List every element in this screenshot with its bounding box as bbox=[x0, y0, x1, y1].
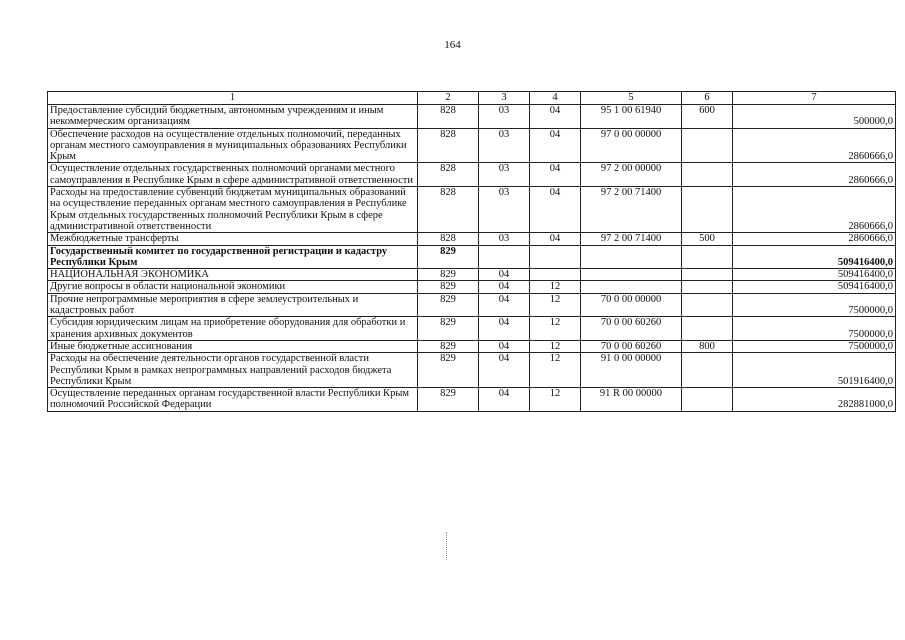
cell-section: 04 bbox=[479, 353, 530, 388]
table-row bbox=[48, 281, 896, 293]
cell-expense-type: 800 bbox=[682, 340, 733, 352]
cell-name: Субсидия юридическим лицам на приобретение оборудования для обработки и хранения архивных документов bbox=[48, 317, 418, 341]
cell-target-article: 95 1 00 61940 bbox=[581, 105, 682, 129]
cell-subsection bbox=[530, 245, 581, 269]
cell-admin-code: 829 bbox=[418, 340, 479, 352]
header-cell: 7 bbox=[733, 92, 896, 105]
cell-section bbox=[479, 245, 530, 269]
cell-admin-code: 829 bbox=[418, 269, 479, 281]
cell-subsection: 12 bbox=[530, 340, 581, 352]
cell-name: Расходы на обеспечение деятельности органов государственной власти Республики Крым в рамках непрограммных направлений расходов бюджета Республики Крым bbox=[48, 353, 418, 388]
cell-amount: 500000,0 bbox=[733, 105, 896, 129]
cell-name: Другие вопросы в области национальной экономики bbox=[48, 281, 418, 293]
budget-table bbox=[47, 91, 896, 412]
cell-subsection: 12 bbox=[530, 388, 581, 412]
cell-section: 04 bbox=[479, 317, 530, 341]
cell-name: Осуществление отдельных государственных полномочий органами местного самоуправления в Республике Крым в сфере административной ответственности bbox=[48, 163, 418, 187]
cell-section: 04 bbox=[479, 281, 530, 293]
cell-admin-code: 829 bbox=[418, 388, 479, 412]
cell-subsection: 04 bbox=[530, 105, 581, 129]
cell-admin-code: 829 bbox=[418, 317, 479, 341]
cell-section: 04 bbox=[479, 269, 530, 281]
cell-expense-type bbox=[682, 388, 733, 412]
cell-amount: 509416400,0 bbox=[733, 281, 896, 293]
page-number: 164 bbox=[444, 39, 461, 51]
cell-target-article bbox=[581, 269, 682, 281]
table-row bbox=[48, 245, 896, 269]
cell-expense-type bbox=[682, 293, 733, 317]
cell-amount: 2860666,0 bbox=[733, 233, 896, 245]
cell-admin-code: 829 bbox=[418, 281, 479, 293]
header-cell: 3 bbox=[479, 92, 530, 105]
cell-target-article bbox=[581, 281, 682, 293]
cell-amount: 282881000,0 bbox=[733, 388, 896, 412]
cell-admin-code: 828 bbox=[418, 128, 479, 163]
table-row bbox=[48, 128, 896, 163]
table-row bbox=[48, 317, 896, 341]
table-row bbox=[48, 163, 896, 187]
cell-section: 03 bbox=[479, 187, 530, 233]
cell-subsection: 04 bbox=[530, 128, 581, 163]
cell-admin-code: 829 bbox=[418, 353, 479, 388]
cell-target-article: 91 0 00 00000 bbox=[581, 353, 682, 388]
cell-target-article: 70 0 00 60260 bbox=[581, 340, 682, 352]
cell-section: 03 bbox=[479, 163, 530, 187]
header-cell: 1 bbox=[48, 92, 418, 105]
cell-expense-type bbox=[682, 163, 733, 187]
cell-section: 03 bbox=[479, 233, 530, 245]
cell-amount: 2860666,0 bbox=[733, 187, 896, 233]
cell-expense-type bbox=[682, 245, 733, 269]
cell-name: Прочие непрограммные мероприятия в сфере землеустроительных и кадастровых работ bbox=[48, 293, 418, 317]
cell-name: НАЦИОНАЛЬНАЯ ЭКОНОМИКА bbox=[48, 269, 418, 281]
cell-subsection bbox=[530, 269, 581, 281]
header-cell: 5 bbox=[581, 92, 682, 105]
cell-expense-type bbox=[682, 281, 733, 293]
cell-target-article: 70 0 00 00000 bbox=[581, 293, 682, 317]
cell-subsection: 12 bbox=[530, 353, 581, 388]
cell-subsection: 04 bbox=[530, 163, 581, 187]
table-row bbox=[48, 187, 896, 233]
cell-admin-code: 829 bbox=[418, 293, 479, 317]
cell-admin-code: 829 bbox=[418, 245, 479, 269]
cell-name: Иные бюджетные ассигнования bbox=[48, 340, 418, 352]
cell-expense-type bbox=[682, 187, 733, 233]
cell-expense-type bbox=[682, 269, 733, 281]
table-row bbox=[48, 105, 896, 129]
cell-target-article: 97 2 00 00000 bbox=[581, 163, 682, 187]
cell-subsection: 12 bbox=[530, 317, 581, 341]
cell-expense-type bbox=[682, 317, 733, 341]
cell-expense-type bbox=[682, 353, 733, 388]
cell-target-article: 91 R 00 00000 bbox=[581, 388, 682, 412]
cell-target-article bbox=[581, 245, 682, 269]
table-row bbox=[48, 353, 896, 388]
cell-admin-code: 828 bbox=[418, 105, 479, 129]
cell-name: Расходы на предоставление субвенций бюджетам муниципальных образований на осуществление переданных органам местного самоуправления в Республике Крым отдельных государственных полномочий Республики Крым в сфере административной ответственности bbox=[48, 187, 418, 233]
header-cell: 4 bbox=[530, 92, 581, 105]
cell-amount: 2860666,0 bbox=[733, 163, 896, 187]
cell-target-article: 70 0 00 60260 bbox=[581, 317, 682, 341]
cell-name: Обеспечение расходов на осуществление отдельных полномочий, переданных органам местного самоуправления в муниципальных образованиях Республики Крым bbox=[48, 128, 418, 163]
table-row bbox=[48, 388, 896, 412]
cell-amount: 7500000,0 bbox=[733, 317, 896, 341]
header-row bbox=[48, 92, 896, 105]
cell-subsection: 12 bbox=[530, 281, 581, 293]
cell-expense-type bbox=[682, 128, 733, 163]
cell-name: Осуществление переданных органам государственной власти Республики Крым полномочий Российской Федерации bbox=[48, 388, 418, 412]
cell-expense-type: 500 bbox=[682, 233, 733, 245]
table-row bbox=[48, 340, 896, 352]
cell-subsection: 04 bbox=[530, 233, 581, 245]
scan-artifact-dots bbox=[446, 532, 449, 560]
cell-amount: 7500000,0 bbox=[733, 293, 896, 317]
cell-section: 04 bbox=[479, 388, 530, 412]
cell-name: Государственный комитет по государственной регистрации и кадастру Республики Крым bbox=[48, 245, 418, 269]
cell-section: 03 bbox=[479, 105, 530, 129]
cell-target-article: 97 0 00 00000 bbox=[581, 128, 682, 163]
table-row bbox=[48, 293, 896, 317]
cell-target-article: 97 2 00 71400 bbox=[581, 187, 682, 233]
table-row bbox=[48, 269, 896, 281]
cell-target-article: 97 2 00 71400 bbox=[581, 233, 682, 245]
cell-name: Межбюджетные трансферты bbox=[48, 233, 418, 245]
cell-amount: 7500000,0 bbox=[733, 340, 896, 352]
header-cell: 6 bbox=[682, 92, 733, 105]
cell-subsection: 12 bbox=[530, 293, 581, 317]
cell-amount: 2860666,0 bbox=[733, 128, 896, 163]
cell-admin-code: 828 bbox=[418, 187, 479, 233]
cell-amount: 509416400,0 bbox=[733, 269, 896, 281]
table-row bbox=[48, 233, 896, 245]
cell-amount: 501916400,0 bbox=[733, 353, 896, 388]
cell-section: 04 bbox=[479, 293, 530, 317]
cell-admin-code: 828 bbox=[418, 233, 479, 245]
cell-section: 04 bbox=[479, 340, 530, 352]
cell-name: Предоставление субсидий бюджетным, автономным учреждениям и иным некоммерческим организациям bbox=[48, 105, 418, 129]
cell-amount: 509416400,0 bbox=[733, 245, 896, 269]
cell-expense-type: 600 bbox=[682, 105, 733, 129]
header-cell: 2 bbox=[418, 92, 479, 105]
cell-admin-code: 828 bbox=[418, 163, 479, 187]
cell-section: 03 bbox=[479, 128, 530, 163]
cell-subsection: 04 bbox=[530, 187, 581, 233]
